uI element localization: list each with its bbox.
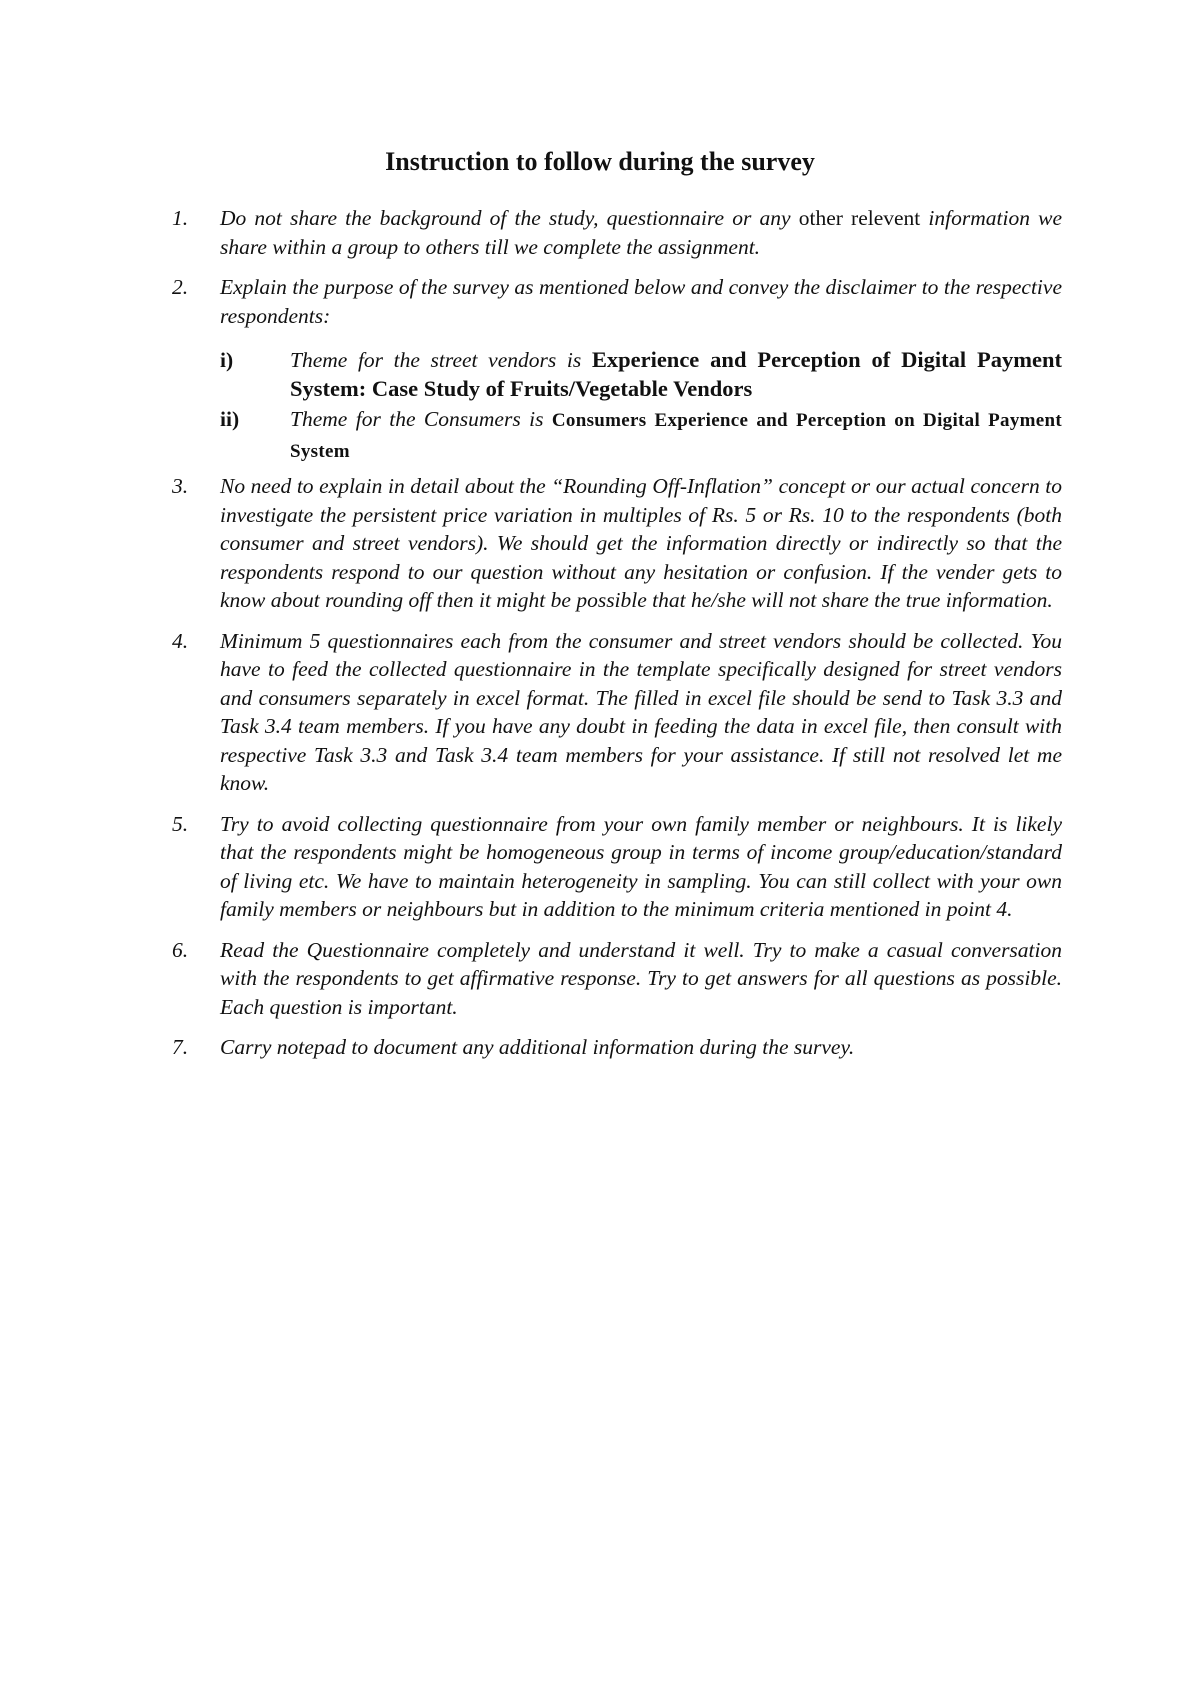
list-item	[172, 936, 1062, 1022]
item-text-upright: other relevent	[798, 206, 921, 230]
item-number: 4.	[172, 628, 189, 653]
list-item	[172, 1033, 1062, 1062]
item-number: 7.	[172, 1035, 189, 1059]
sub-item-lead: Theme for the Consumers is	[290, 407, 552, 431]
sub-item-theme: Consumers Experience and Perception on Digital Payment System	[290, 410, 1062, 462]
list-item	[172, 627, 1062, 798]
sub-item-lead: Theme for the street vendors is	[290, 348, 592, 372]
item-text: Explain the purpose of the survey as mentioned below and convey the disclaimer to the respective respondents:	[220, 275, 1062, 328]
sub-item	[172, 405, 1062, 466]
sub-item-number: ii)	[220, 407, 240, 431]
item-number: 3.	[172, 474, 189, 498]
list-item	[172, 810, 1062, 924]
list-item	[172, 472, 1062, 615]
sub-list	[220, 346, 1062, 466]
item-text: Read the Questionnaire completely and understand it well. Try to make a casual conversation with the respondents to get affirmative response. Try to get answers for all questions as possible. Each question is important.	[220, 937, 1062, 1019]
item-text: Try to avoid collecting questionnaire from your own family member or neighbours. It is likely that the respondents might be homogeneous group in terms of income group/education/standard of living etc. We have to maintain heterogeneity in sampling. You can still collect with your own family members or neighbours but in addition to the minimum criteria mentioned in point 4.	[220, 811, 1062, 921]
item-number: 2.	[172, 275, 189, 299]
list-item	[172, 273, 1062, 466]
item-number: 1.	[172, 206, 189, 230]
item-number: 6.	[172, 937, 189, 962]
sub-item-number: i)	[220, 348, 234, 372]
instruction-list	[172, 204, 1062, 1074]
item-text: Minimum 5 questionnaires each from the consumer and street vendors should be collected. You have to feed the collected questionnaire in the template specifically designed for street vendors and consumers separately in excel format. The filled in excel file should be send to Task 3.3 and Task 3.4 team members. If you have any doubt in feeding the data in excel file, then consult with respective Task 3.3 and Task 3.4 team members for your assistance. If still not resolved let me know.	[220, 628, 1062, 795]
sub-item	[172, 346, 1062, 403]
item-number: 5.	[172, 811, 189, 836]
item-text: Do not share the background of the study, questionnaire or any	[220, 206, 799, 230]
item-text: information we share within a group to others till we complete the assignment.	[220, 206, 1063, 259]
list-item	[172, 204, 1062, 261]
sub-item-theme: Experience and Perception of Digital Payment System: Case Study of Fruits/Vegetable Vendors	[290, 347, 1062, 401]
item-text: Carry notepad to document any additional information during the survey.	[220, 1035, 855, 1059]
item-text: No need to explain in detail about the “Rounding Off-Inflation” concept or our actual concern to investigate the persistent price variation in multiples of Rs. 5 or Rs. 10 to the respondents (both consumer and street vendors). We should get the information directly or indirectly so that the respondents respond to our question without any hesitation or confusion. If the vender gets to know about rounding off then it might be possible that he/she will not share the true information.	[220, 474, 1062, 612]
document-title: Instruction to follow during the survey	[385, 147, 815, 176]
